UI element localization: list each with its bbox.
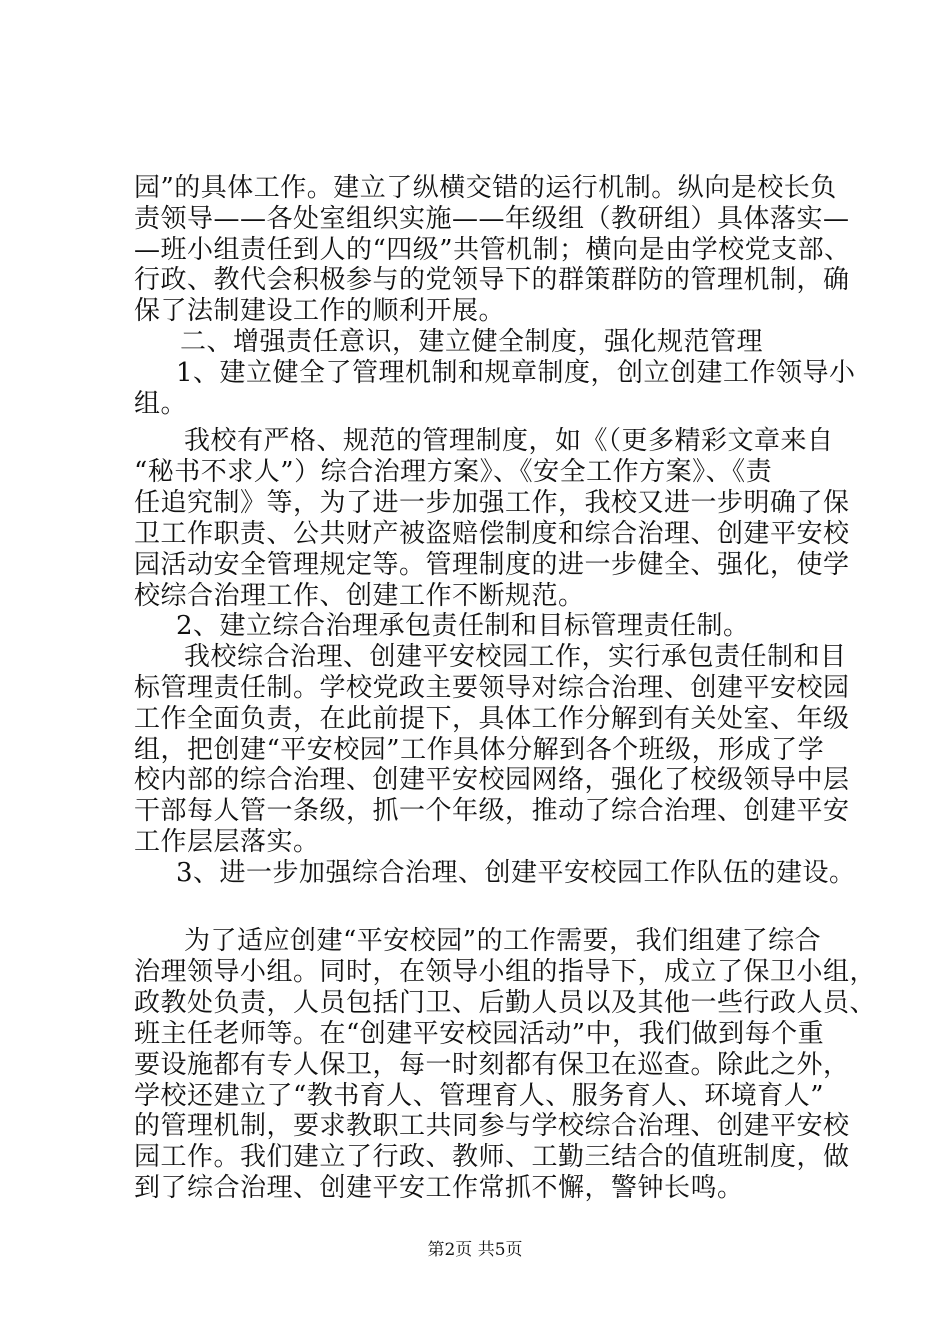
text-line: 标管理责任制。学校党政主要领导对综合治理、创建平安校园	[134, 673, 850, 703]
text-line: 校内部的综合治理、创建平安校园网络，强化了校级领导中层	[134, 765, 850, 795]
text-line: 组，把创建“平安校园”工作具体分解到各个班级，形成了学	[134, 735, 825, 765]
text-line: 班主任老师等。在“创建平安校园活动”中，我们做到每个重	[134, 1019, 825, 1049]
text-line: 行政、教代会积极参与的党领导下的群策群防的管理机制，确	[134, 265, 850, 295]
text-line: 组。	[134, 389, 188, 419]
text-line: —班小组责任到人的“四级”共管机制；横向是由学校党支部、	[134, 235, 851, 265]
text-line: 干部每人管一条级，抓一个年级，推动了综合治理、创建平安	[134, 796, 850, 826]
text-line: “秘书不求人”）综合治理方案》、《安全工作方案》、《责	[134, 457, 773, 487]
text-line: 园”的具体工作。建立了纵横交错的运行机制。纵向是校长负	[134, 173, 837, 203]
text-line: 学校还建立了“教书育人、管理育人、服务育人、环境育人”	[134, 1081, 825, 1111]
text-line: 为了适应创建“平安校园”的工作需要，我们组建了综合	[184, 926, 822, 956]
text-line: 任追究制》等，为了进一步加强工作，我校又进一步明确了保	[134, 488, 850, 518]
text-line: 园工作。我们建立了行政、教师、工勤三结合的值班制度，做	[134, 1142, 850, 1172]
text-line: 保了法制建设工作的顺利开展。	[134, 296, 506, 326]
text-line: 要设施都有专人保卫，每一时刻都有保卫在巡查。除此之外，	[134, 1050, 850, 1080]
text-line: 园活动安全管理规定等。管理制度的进一步健全、强化，使学	[134, 550, 850, 580]
text-line: 校综合治理工作、创建工作不断规范。	[134, 581, 585, 611]
text-line: 到了综合治理、创建平安工作常抓不懈，警钟长鸣。	[134, 1173, 744, 1203]
text-line: 责领导——各处室组织实施——年级组（教研组）具体落实—	[134, 204, 850, 234]
text-line: 卫工作职责、公共财产被盗赔偿制度和综合治理、创建平安校	[134, 519, 850, 549]
text-line: 3、进一步加强综合治理、创建平安校园工作队伍的建设。	[176, 858, 856, 888]
text-line: 工作层层落实。	[134, 827, 320, 857]
page-number-footer: 第2页 共5页	[427, 1240, 523, 1260]
text-line: 我校综合治理、创建平安校园工作，实行承包责任制和目	[184, 642, 847, 672]
text-line: 1、建立健全了管理机制和规章制度，创立创建工作领导小	[176, 358, 856, 388]
text-line: 政教处负责，人员包括门卫、后勤人员以及其他一些行政人员、	[134, 988, 877, 1018]
text-line: 工作全面负责，在此前提下，具体工作分解到有关处室、年级	[134, 704, 850, 734]
text-line: 治理领导小组。同时，在领导小组的指导下，成立了保卫小组，	[134, 957, 877, 987]
text-line: 的管理机制，要求教职工共同参与学校综合治理、创建平安校	[134, 1111, 850, 1141]
text-line: 2、建立综合治理承包责任制和目标管理责任制。	[176, 611, 750, 641]
text-line: 我校有严格、规范的管理制度，如《（更多精彩文章来自	[184, 426, 834, 456]
section-heading: 二、增强责任意识，建立健全制度，强化规范管理	[180, 327, 764, 357]
